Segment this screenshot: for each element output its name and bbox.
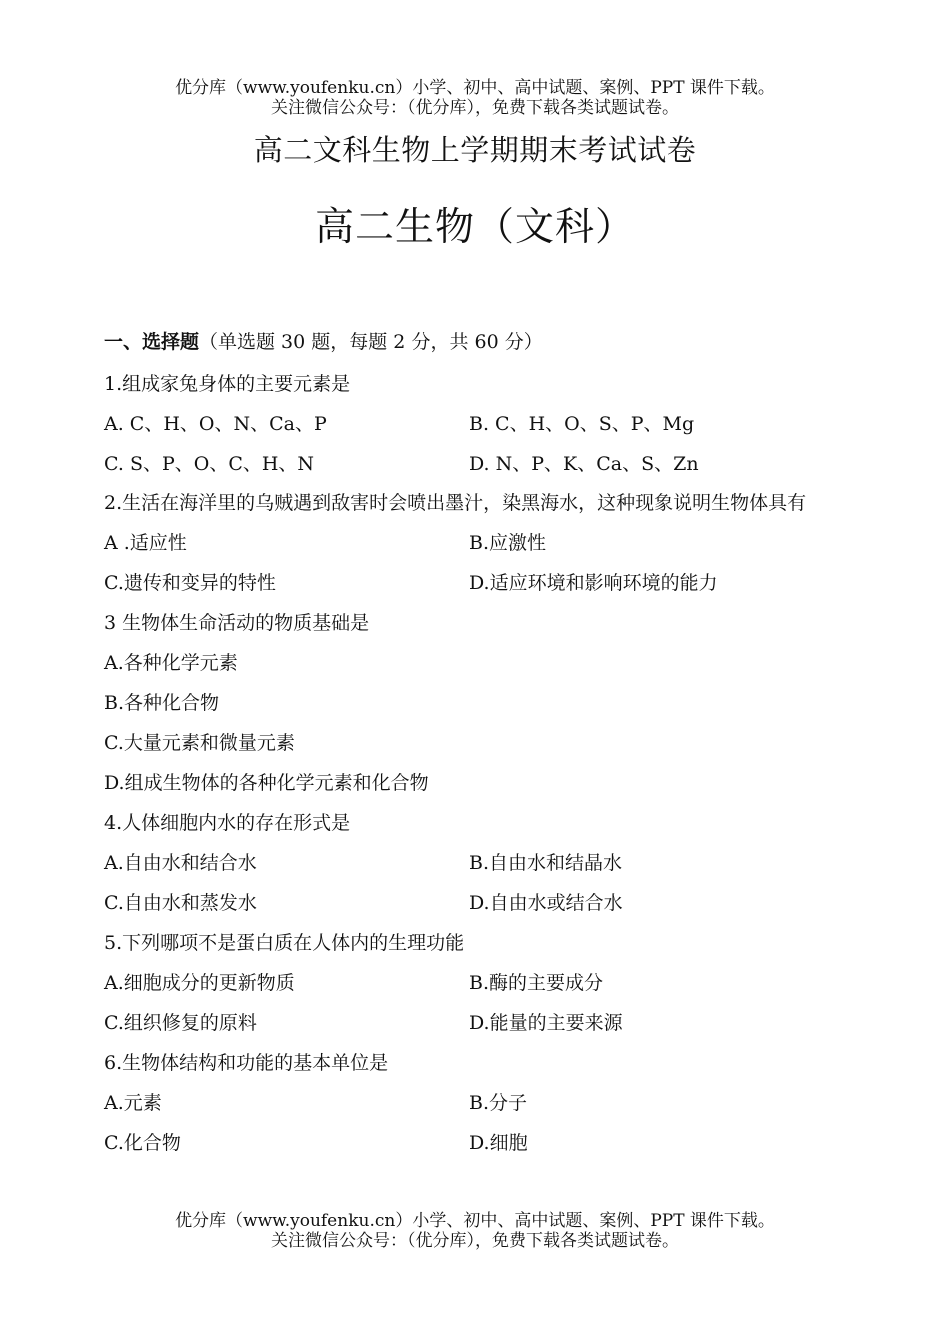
option-row: [104, 444, 864, 484]
option-c: C.自由水和蒸发水: [104, 892, 257, 914]
option-d: D. N、P、K、Ca、S、Zn: [469, 453, 699, 475]
option-b: B.分子: [469, 1092, 528, 1114]
question-stem: 5.下列哪项不是蛋白质在人体内的生理功能: [104, 932, 465, 954]
exam-content: [104, 324, 864, 1163]
question-stem: 4.人体细胞内水的存在形式是: [104, 812, 351, 834]
question-stem: 3 生物体生命活动的物质基础是: [104, 612, 370, 634]
banner-line-1: 优分库（www.youfenku.cn）小学、初中、高中试题、案例、PPT 课件下载。: [175, 78, 775, 98]
option-row: [104, 563, 864, 603]
banner-line-2: 关注微信公众号：（优分库），免费下载各类试题试卷。: [271, 98, 679, 118]
option-d: D.自由水或结合水: [469, 892, 623, 914]
question-stem: 1.组成家兔身体的主要元素是: [104, 373, 351, 395]
option-c: C. S、P、O、C、H、N: [104, 453, 315, 475]
section-title: 一、选择题: [104, 331, 200, 353]
option-row: [104, 404, 864, 444]
option-a: A.元素: [104, 1092, 162, 1114]
option-row: [104, 963, 864, 1003]
page-title: 高二文科生物上学期期末考试试卷: [253, 133, 697, 167]
option-c: C.遗传和变异的特性: [104, 572, 276, 594]
option-row: [104, 883, 864, 923]
section-note: （单选题 30 题，每题 2 分，共 60 分）: [199, 331, 543, 353]
option-a: A .适应性: [104, 532, 187, 554]
option-b: B.酶的主要成分: [469, 972, 604, 994]
option-c: C.大量元素和微量元素: [104, 732, 295, 754]
option-b: B. C、H、O、S、P、Mg: [469, 413, 695, 435]
option-d: D.组成生物体的各种化学元素和化合物: [104, 772, 429, 794]
option-a: A.自由水和结合水: [104, 852, 257, 874]
option-d: D.适应环境和影响环境的能力: [469, 572, 718, 594]
option-d: D.能量的主要来源: [469, 1012, 623, 1034]
option-a: A. C、H、O、N、Ca、P: [104, 413, 327, 435]
banner-line-1: 优分库（www.youfenku.cn）小学、初中、高中试题、案例、PPT 课件下载。: [175, 1211, 775, 1231]
option-a: A.各种化学元素: [104, 652, 238, 674]
option-b: B.自由水和结晶水: [469, 852, 623, 874]
option-a: A.细胞成分的更新物质: [104, 972, 295, 994]
section-heading: [104, 324, 864, 364]
header-banner: [0, 78, 950, 118]
option-row: [104, 523, 864, 563]
option-b: B.各种化合物: [104, 692, 220, 714]
option-c: C.组织修复的原料: [104, 1012, 257, 1034]
option-row: [104, 1003, 864, 1043]
option-row: [104, 1083, 864, 1123]
option-d: D.细胞: [469, 1132, 528, 1154]
footer-banner: [0, 1211, 950, 1251]
question-stem: 6.生物体结构和功能的基本单位是: [104, 1052, 389, 1074]
option-c: C.化合物: [104, 1132, 181, 1154]
page-subtitle: 高二生物（文科）: [314, 205, 635, 250]
option-row: [104, 1123, 864, 1163]
option-b: B.应激性: [469, 532, 547, 554]
option-row: [104, 843, 864, 883]
question-stem: 2.生活在海洋里的乌贼遇到敌害时会喷出墨汁，染黑海水，这种现象说明生物体具有: [104, 492, 807, 514]
banner-line-2: 关注微信公众号：（优分库），免费下载各类试题试卷。: [271, 1231, 679, 1251]
